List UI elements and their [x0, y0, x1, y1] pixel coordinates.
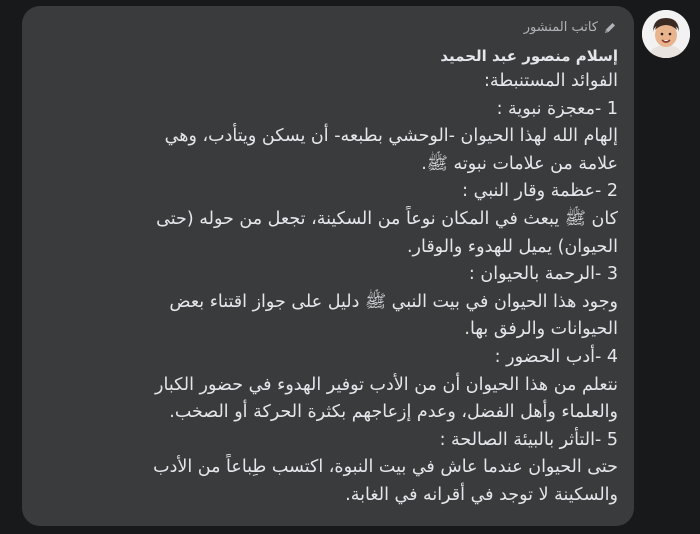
- comment-line: 5 -التأثر بالبيئة الصالحة :: [439, 429, 618, 450]
- comment-line: علامة من علامات نبوته ﷺ.: [421, 153, 618, 174]
- comment-line: 2 -عظمة وقار النبي :: [462, 181, 618, 202]
- comment-line: والعلماء وأهل الفضل، وعدم إزعاجهم بكثرة الحركة أو الصخب.: [169, 402, 618, 423]
- comment-line: الحيوان) يميل للهدوء والوقار.: [406, 236, 618, 257]
- comment-line: وجود هذا الحيوان في بيت النبي ﷺ دليل على جواز اقتناء بعض: [169, 291, 618, 312]
- author-name[interactable]: إسلام منصور عبد الحميد: [440, 47, 618, 65]
- comment-line: إلهام الله لهذا الحيوان -الوحشي بطبعه- أن يسكن ويتأدب، وهي: [164, 126, 618, 147]
- comment-line: والسكينة لا توجد في أقرانه في الغابة.: [345, 484, 618, 505]
- comment-line: كان ﷺ يبعث في المكان نوعاً من السكينة، تجعل من حوله (حتى: [156, 208, 618, 229]
- comment-line: 1 -معجزة نبوية :: [496, 98, 618, 119]
- avatar[interactable]: [642, 10, 690, 58]
- pencil-icon: [602, 20, 618, 36]
- comment-line: الفوائد المستنبطة:: [484, 71, 618, 91]
- comment-body: [36, 68, 618, 510]
- comment-bubble: [22, 6, 634, 526]
- avatar-image: [642, 10, 690, 58]
- author-role-badge: [36, 18, 618, 38]
- comment-line: نتعلم من هذا الحيوان أن من الأدب توفير الهدوء في حضور الكبار: [155, 374, 618, 395]
- comment-line: الحيوانات والرفق بها.: [464, 319, 618, 340]
- author-role-label: كاتب المنشور: [523, 20, 598, 35]
- comment-line: حتى الحيوان عندما عاش في بيت النبوة، اكتسب طِباعاً من الأدب: [153, 457, 618, 478]
- comment-line: 3 -الرحمة بالحيوان :: [468, 264, 618, 285]
- comment-line: 4 -أدب الحضور :: [494, 346, 618, 367]
